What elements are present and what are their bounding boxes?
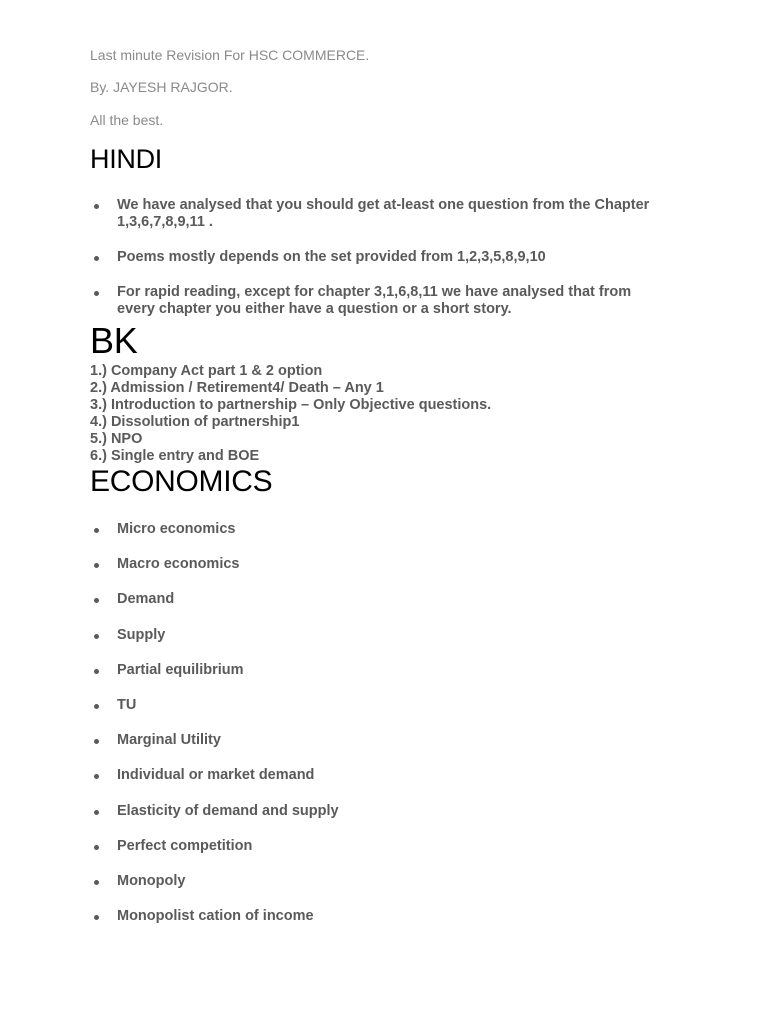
economics-list — [90, 521, 650, 943]
list-item — [90, 521, 650, 556]
hindi-heading: HINDI — [90, 144, 162, 174]
bk-list — [90, 363, 491, 465]
list-item — [90, 556, 650, 591]
list-item-text: Demand — [117, 591, 175, 608]
bullet-icon — [94, 598, 99, 603]
bullet-icon — [94, 774, 99, 779]
list-item-text: Macro economics — [117, 556, 240, 573]
bullet-icon — [94, 704, 99, 709]
list-item — [90, 591, 650, 626]
list-item-text: For rapid reading, except for chapter 3,1,6,8,11 we have analysed that from every chapter you either have a question or a short story. — [117, 284, 632, 317]
list-item-text: Monopoly — [117, 872, 186, 889]
list-item — [90, 803, 650, 838]
list-item — [90, 627, 650, 662]
intro-title: Last minute Revision For HSC COMMERCE. — [90, 47, 370, 63]
list-item: 6.) Single entry and BOE — [90, 448, 260, 464]
bullet-icon — [94, 880, 99, 885]
bullet-icon — [94, 845, 99, 850]
list-item-text: Individual or market demand — [117, 767, 315, 784]
list-item: 3.) Introduction to partnership – Only Objective questions. — [90, 397, 492, 413]
bullet-icon — [94, 291, 99, 296]
economics-heading: ECONOMICS — [90, 465, 273, 498]
list-item-text: Monopolist cation of income — [117, 908, 314, 925]
bullet-icon — [94, 810, 99, 815]
list-item — [90, 767, 650, 802]
bullet-icon — [94, 915, 99, 920]
list-item — [90, 697, 650, 732]
list-item: 4.) Dissolution of partnership1 — [90, 414, 300, 430]
bullet-icon — [94, 204, 99, 209]
bullet-icon — [94, 634, 99, 639]
intro-author: By. JAYESH RAJGOR. — [90, 79, 233, 95]
list-item-text: Marginal Utility — [117, 732, 221, 749]
list-item-text: Perfect competition — [117, 837, 253, 854]
hindi-list — [90, 197, 650, 336]
list-item-text: Partial equilibrium — [117, 661, 244, 678]
bullet-icon — [94, 739, 99, 744]
list-item: 1.) Company Act part 1 & 2 option — [90, 363, 323, 379]
bk-heading: BK — [90, 320, 138, 361]
list-item — [90, 838, 650, 873]
list-item-text: TU — [117, 696, 137, 713]
list-item — [90, 908, 650, 943]
list-item — [90, 249, 650, 266]
list-item-text: Poems mostly depends on the set provided from 1,2,3,5,8,9,10 — [117, 249, 546, 265]
list-item — [90, 873, 650, 908]
list-item-text: Micro economics — [117, 521, 236, 537]
list-item-text: We have analysed that you should get at-least one question from the Chapter 1,3,6,7,8,9,11 . — [117, 197, 650, 230]
list-item — [90, 197, 650, 231]
list-item — [90, 662, 650, 697]
list-item: 5.) NPO — [90, 431, 143, 447]
list-item — [90, 732, 650, 767]
bullet-icon — [94, 256, 99, 261]
bullet-icon — [94, 528, 99, 533]
intro-wish: All the best. — [90, 112, 164, 128]
list-item-text: Elasticity of demand and supply — [117, 802, 339, 819]
list-item — [90, 284, 650, 318]
bullet-icon — [94, 669, 99, 674]
list-item: 2.) Admission / Retirement4/ Death – Any 1 — [90, 380, 384, 396]
list-item-text: Supply — [117, 626, 166, 643]
bullet-icon — [94, 563, 99, 568]
